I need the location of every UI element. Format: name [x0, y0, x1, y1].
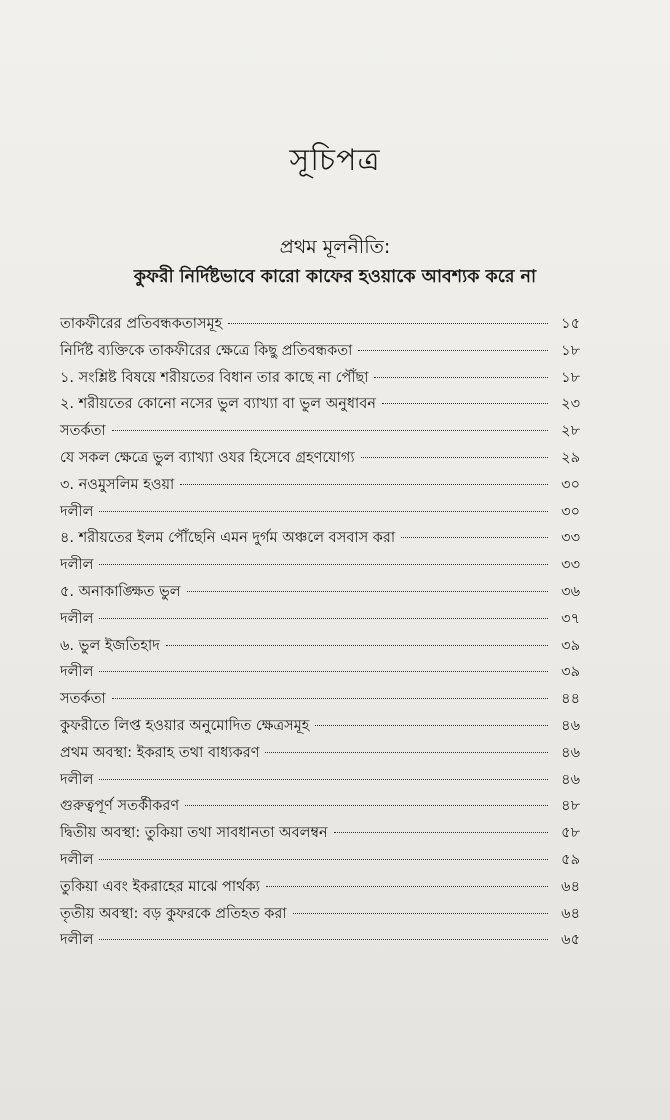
dot-leader — [228, 323, 548, 324]
toc-entry-page: ২৮ — [561, 423, 580, 440]
toc-entry-page: ৩০ — [561, 476, 580, 493]
toc-entry-label: দ্বিতীয় অবস্থা: তুকিয়া তথা সাবধানতা অবলম্বন — [60, 825, 328, 842]
toc-entry-label: দলীল — [60, 664, 94, 681]
toc-entry-page: ২৯ — [561, 449, 580, 466]
toc-entry — [60, 420, 580, 447]
toc-entry — [60, 581, 580, 608]
toc-entry-page: ৩৩ — [561, 557, 580, 574]
dot-leader — [358, 350, 548, 351]
toc-entry-page: ৩৩ — [561, 530, 580, 547]
toc-entry-page: ৩৭ — [561, 610, 580, 627]
toc-entry — [60, 822, 580, 849]
dot-leader — [265, 752, 548, 753]
toc-entry-label: দলীল — [60, 932, 94, 949]
toc-entry-page: ১৮ — [561, 369, 580, 386]
toc-entry-label: যে সকল ক্ষেত্রে ভুল ব্যাখ্যা ওযর হিসেবে গ্রহণযোগ্য — [60, 449, 355, 466]
toc-entry — [60, 715, 580, 742]
toc-entry-page: ৪৮ — [561, 798, 580, 815]
section-subtitle: কুফরী নির্দিষ্টভাবে কারো কাফের হওয়াকে আবশ্যক করে না — [133, 267, 537, 287]
toc-entry-label: দলীল — [60, 851, 94, 868]
toc-entry-label: ৪. শরীয়তের ইলম পৌঁছেনি এমন দুর্গম অঞ্চলে বসবাস করা — [60, 530, 396, 547]
dot-leader — [99, 671, 548, 672]
toc-entry-page: ৩৯ — [561, 664, 580, 681]
toc-entry — [60, 769, 580, 796]
toc-entry — [60, 447, 580, 474]
dot-leader — [187, 591, 548, 592]
dot-leader — [266, 886, 548, 887]
toc-entry-page: ৬৫ — [561, 932, 580, 949]
toc-entry — [60, 795, 580, 822]
toc-entry-label: কুফরীতে লিপ্ত হওয়ার অনুমোদিত ক্ষেত্রসমূহ — [60, 717, 310, 734]
toc-entry-page: ৩৬ — [561, 583, 580, 600]
dot-leader — [112, 430, 548, 431]
toc-entry — [60, 501, 580, 528]
toc-entry-page: ৫৮ — [561, 825, 580, 842]
toc-entry-label: তৃতীয় অবস্থা: বড় কুফরকে প্রতিহত করা — [60, 905, 287, 922]
dot-leader — [315, 725, 548, 726]
dot-leader — [99, 859, 548, 860]
dot-leader — [112, 698, 548, 699]
dot-leader — [99, 618, 548, 619]
toc-entry-page: ২৩ — [561, 396, 580, 413]
toc-entry-page: ৪৬ — [561, 771, 580, 788]
toc-entry-label: ১. সংশ্লিষ্ট বিষয়ে শরীয়তের বিধান তার কাছে না পৌঁছা — [60, 369, 369, 386]
dot-leader — [180, 484, 548, 485]
toc-entry-page: ৩৯ — [561, 637, 580, 654]
dot-leader — [401, 537, 548, 538]
toc-entry — [60, 661, 580, 688]
toc-entry-label: সতর্কতা — [60, 423, 106, 440]
toc-entry-label: ৩. নওমুসলিম হওয়া — [60, 476, 175, 493]
toc-entry — [60, 393, 580, 420]
dot-leader — [99, 511, 548, 512]
toc-entry — [60, 635, 580, 662]
toc-entry — [60, 876, 580, 903]
toc-entry-label: প্রথম অবস্থা: ইকরাহ তথা বাধ্যকরণ — [60, 744, 260, 761]
toc-entry-page: ৪৬ — [561, 744, 580, 761]
toc-entry-label: তুকিয়া এবং ইকরাহের মাঝে পার্থক্য — [60, 878, 260, 895]
toc-entry — [60, 903, 580, 930]
toc-entry-page: ১৮ — [561, 342, 580, 359]
toc-entry-label: ৬. ভুল ইজতিহাদ — [60, 637, 160, 654]
toc-entry-page: ৪৬ — [561, 717, 580, 734]
toc-entry-page: ৬৪ — [561, 878, 580, 895]
section-heading: প্রথম মূলনীতি: — [279, 236, 391, 258]
toc-entry-page: ৬৪ — [561, 905, 580, 922]
toc-entry-label: দলীল — [60, 771, 94, 788]
toc-entry — [60, 554, 580, 581]
toc-entry-label: দলীল — [60, 610, 94, 627]
toc-entry — [60, 688, 580, 715]
toc-entry-label: গুরুত্বপূর্ণ সতর্কীকরণ — [60, 798, 180, 815]
toc-entry — [60, 340, 580, 367]
toc-entry-label: ৫. অনাকাঙ্ক্ষিত ভুল — [60, 583, 181, 600]
dot-leader — [166, 645, 548, 646]
toc-entry — [60, 313, 580, 340]
toc-entry-page: ১৫ — [561, 316, 580, 332]
toc-entry-label: তাকফীরের প্রতিবন্ধকতাসমূহ — [60, 316, 223, 332]
toc-entry-label: নির্দিষ্ট ব্যক্তিকে তাকফীরের ক্ষেত্রে কিছু প্রতিবন্ধকতা — [60, 342, 353, 359]
toc-entry-page: ৩০ — [561, 503, 580, 520]
toc-entry — [60, 608, 580, 635]
toc-entry-page: ৫৯ — [561, 851, 580, 868]
dot-leader — [99, 779, 548, 780]
toc-entry — [60, 367, 580, 394]
page-title: সূচিপত্র — [289, 143, 381, 178]
dot-leader — [185, 805, 548, 806]
toc-entry — [60, 742, 580, 769]
toc-entry-label: দলীল — [60, 557, 94, 574]
dot-leader — [374, 377, 548, 378]
table-of-contents — [60, 313, 580, 956]
dot-leader — [361, 457, 548, 458]
toc-entry-label: ২. শরীয়তের কোনো নসের ভুল ব্যাখ্যা বা ভুল অনুধাবন — [60, 396, 376, 413]
toc-entry-label: দলীল — [60, 503, 94, 520]
dot-leader — [293, 913, 548, 914]
dot-leader — [382, 403, 548, 404]
toc-entry-label: সতর্কতা — [60, 691, 106, 708]
dot-leader — [99, 939, 548, 940]
toc-entry — [60, 929, 580, 956]
dot-leader — [99, 564, 548, 565]
toc-entry — [60, 527, 580, 554]
dot-leader — [334, 832, 548, 833]
toc-entry — [60, 849, 580, 876]
toc-entry-page: ৪৪ — [561, 691, 580, 708]
toc-entry — [60, 474, 580, 501]
